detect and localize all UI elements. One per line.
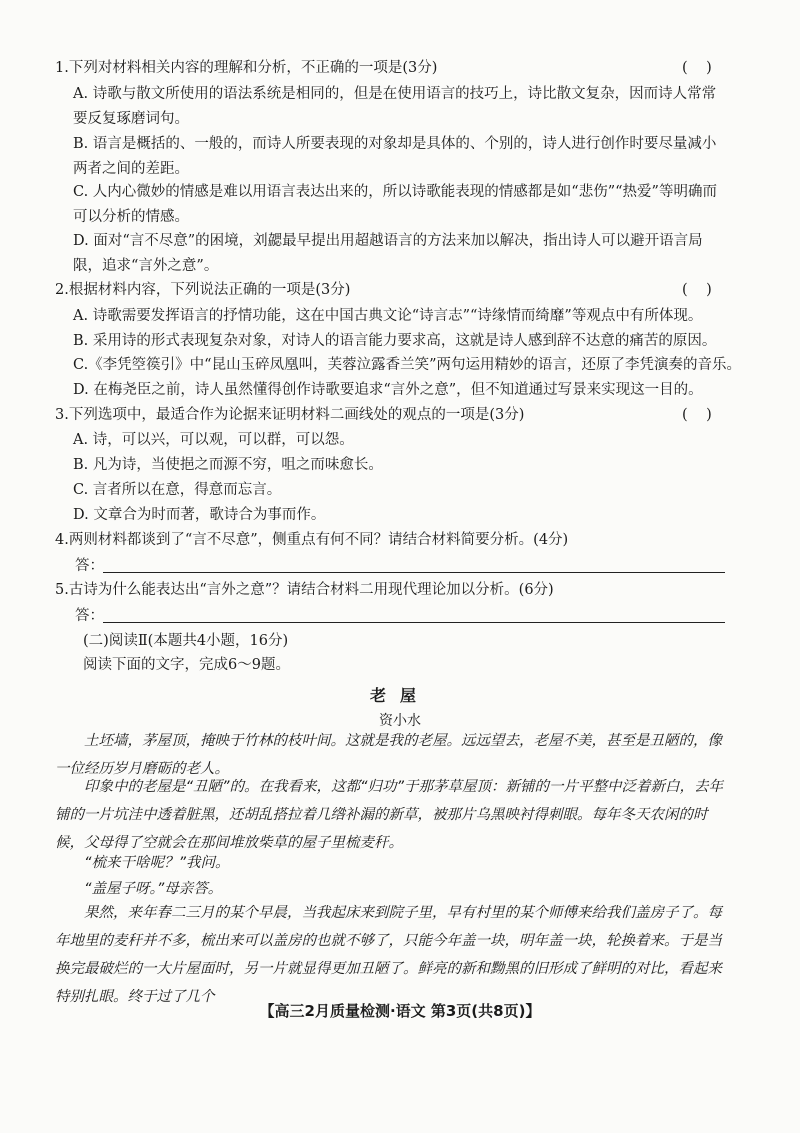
q3-option-d: D. 文章合为时而著，歌诗合为事而作。 <box>73 507 326 523</box>
q1-option-a: A. 诗歌与散文所使用的语法系统是相同的，但是在使用语言的技巧上，诗比散文复杂，因而诗人常常要反复琢磨词句。 <box>73 86 717 127</box>
story-dialogue-2: “盖屋子呀。”母亲答。 <box>84 881 223 897</box>
q2-stem: 2.根据材料内容，下列说法正确的一项是(3分) <box>55 282 351 298</box>
q3-option-b: B. 凡为诗，当使挹之而源不穷，咀之而味愈长。 <box>73 457 383 473</box>
q1-option-c: C. 人内心微妙的情感是难以用语言表达出来的，所以诗歌能表现的情感都是如“悲伤”“热爱”等明确而可以分析的情感。 <box>73 184 717 225</box>
q4-stem: 4.两则材料都谈到了“言不尽意”，侧重点有何不同？请结合材料简要分析。(4分) <box>55 532 569 548</box>
section-heading: (二)阅读Ⅱ(本题共4小题，16分) <box>83 633 289 649</box>
q5-answer-line[interactable] <box>103 622 725 623</box>
story-title: 老屋 <box>369 686 430 705</box>
story-dialogue-1: “梳来干啥呢？”我问。 <box>84 855 230 871</box>
section-instruction: 阅读下面的文字，完成6～9题。 <box>83 657 290 673</box>
story-paragraph-2: 印象中的老屋是“丑陋”的。在我看来，这都“归功”于那茅草屋顶：新铺的一片平整中泛着新白，去年铺的一片坑洼中透着脏黑，还胡乱搭拉着几绺补漏的新草，被那片乌黑映衬得刺眼。每年冬天农闲的时候，父母得了空就会在那间堆放柴草的屋子里梳麦秆。 <box>55 779 724 851</box>
q2-option-d: D. 在梅尧臣之前，诗人虽然懂得创作诗歌要追求“言外之意”，但不知道通过写景来实现这一目的。 <box>73 382 703 398</box>
q4-answer-label: 答： <box>75 558 104 574</box>
story-paragraph-3: 果然，来年春二三月的某个早晨，当我起床来到院子里，早有村里的某个师傅来给我们盖房子了。每年地里的麦秆并不多，梳出来可以盖房的也就不够了，只能今年盖一块，明年盖一块，轮换着来。于是当换完最破烂的一大片屋面时，另一片就显得更加丑陋了。鲜亮的新和黝黑的旧形成了鲜明的对比，看起来特别扎眼。终于过了几个 <box>55 905 722 1005</box>
q3-option-c: C. 言者所以在意，得意而忘言。 <box>73 482 282 498</box>
q2-option-c: C.《李凭箜篌引》中“昆山玉碎凤凰叫，芙蓉泣露香兰笑”两句运用精妙的语言，还原了李凭演奏的音乐。 <box>73 357 742 373</box>
q3-answer-bracket: ( ) <box>682 407 712 423</box>
q2-answer-bracket: ( ) <box>682 282 712 298</box>
q5-stem: 5.古诗为什么能表达出“言外之意”？请结合材料二用现代理论加以分析。(6分) <box>55 582 554 598</box>
q1-option-b: B. 语言是概括的、一般的，而诗人所要表现的对象却是具体的、个别的，诗人进行创作时要尽量减小两者之间的差距。 <box>73 136 717 177</box>
q2-option-b: B. 采用诗的形式表现复杂对象，对诗人的语言能力要求高，这就是诗人感到辞不达意的痛苦的原因。 <box>73 333 717 349</box>
q3-option-a: A. 诗，可以兴，可以观，可以群，可以怨。 <box>73 432 354 448</box>
page-footer: 【高三2月质量检测·语文 第3页(共8页)】 <box>259 1002 541 1020</box>
q1-option-d: D. 面对“言不尽意”的困境，刘勰最早提出用超越语言的方法来加以解决，指出诗人可以避开语言局限，追求“言外之意”。 <box>73 233 703 274</box>
q2-option-a: A. 诗歌需要发挥语言的抒情功能，这在中国古典文论“诗言志”“诗缘情而绮靡”等观点中有所体现。 <box>73 308 703 324</box>
q5-answer-label: 答： <box>75 608 104 624</box>
q1-answer-bracket: ( ) <box>682 60 712 76</box>
story-author: 资小水 <box>379 713 421 729</box>
q1-stem: 1.下列对材料相关内容的理解和分析，不正确的一项是(3分) <box>55 60 438 76</box>
q3-stem: 3.下列选项中，最适合作为论据来证明材料二画线处的观点的一项是(3分) <box>55 407 525 423</box>
story-paragraph-1: 土坯墙，茅屋顶，掩映于竹林的枝叶间。这就是我的老屋。远远望去，老屋不美，甚至是丑陋的，像一位经历岁月磨砺的老人。 <box>55 733 722 777</box>
q4-answer-line[interactable] <box>103 572 725 573</box>
